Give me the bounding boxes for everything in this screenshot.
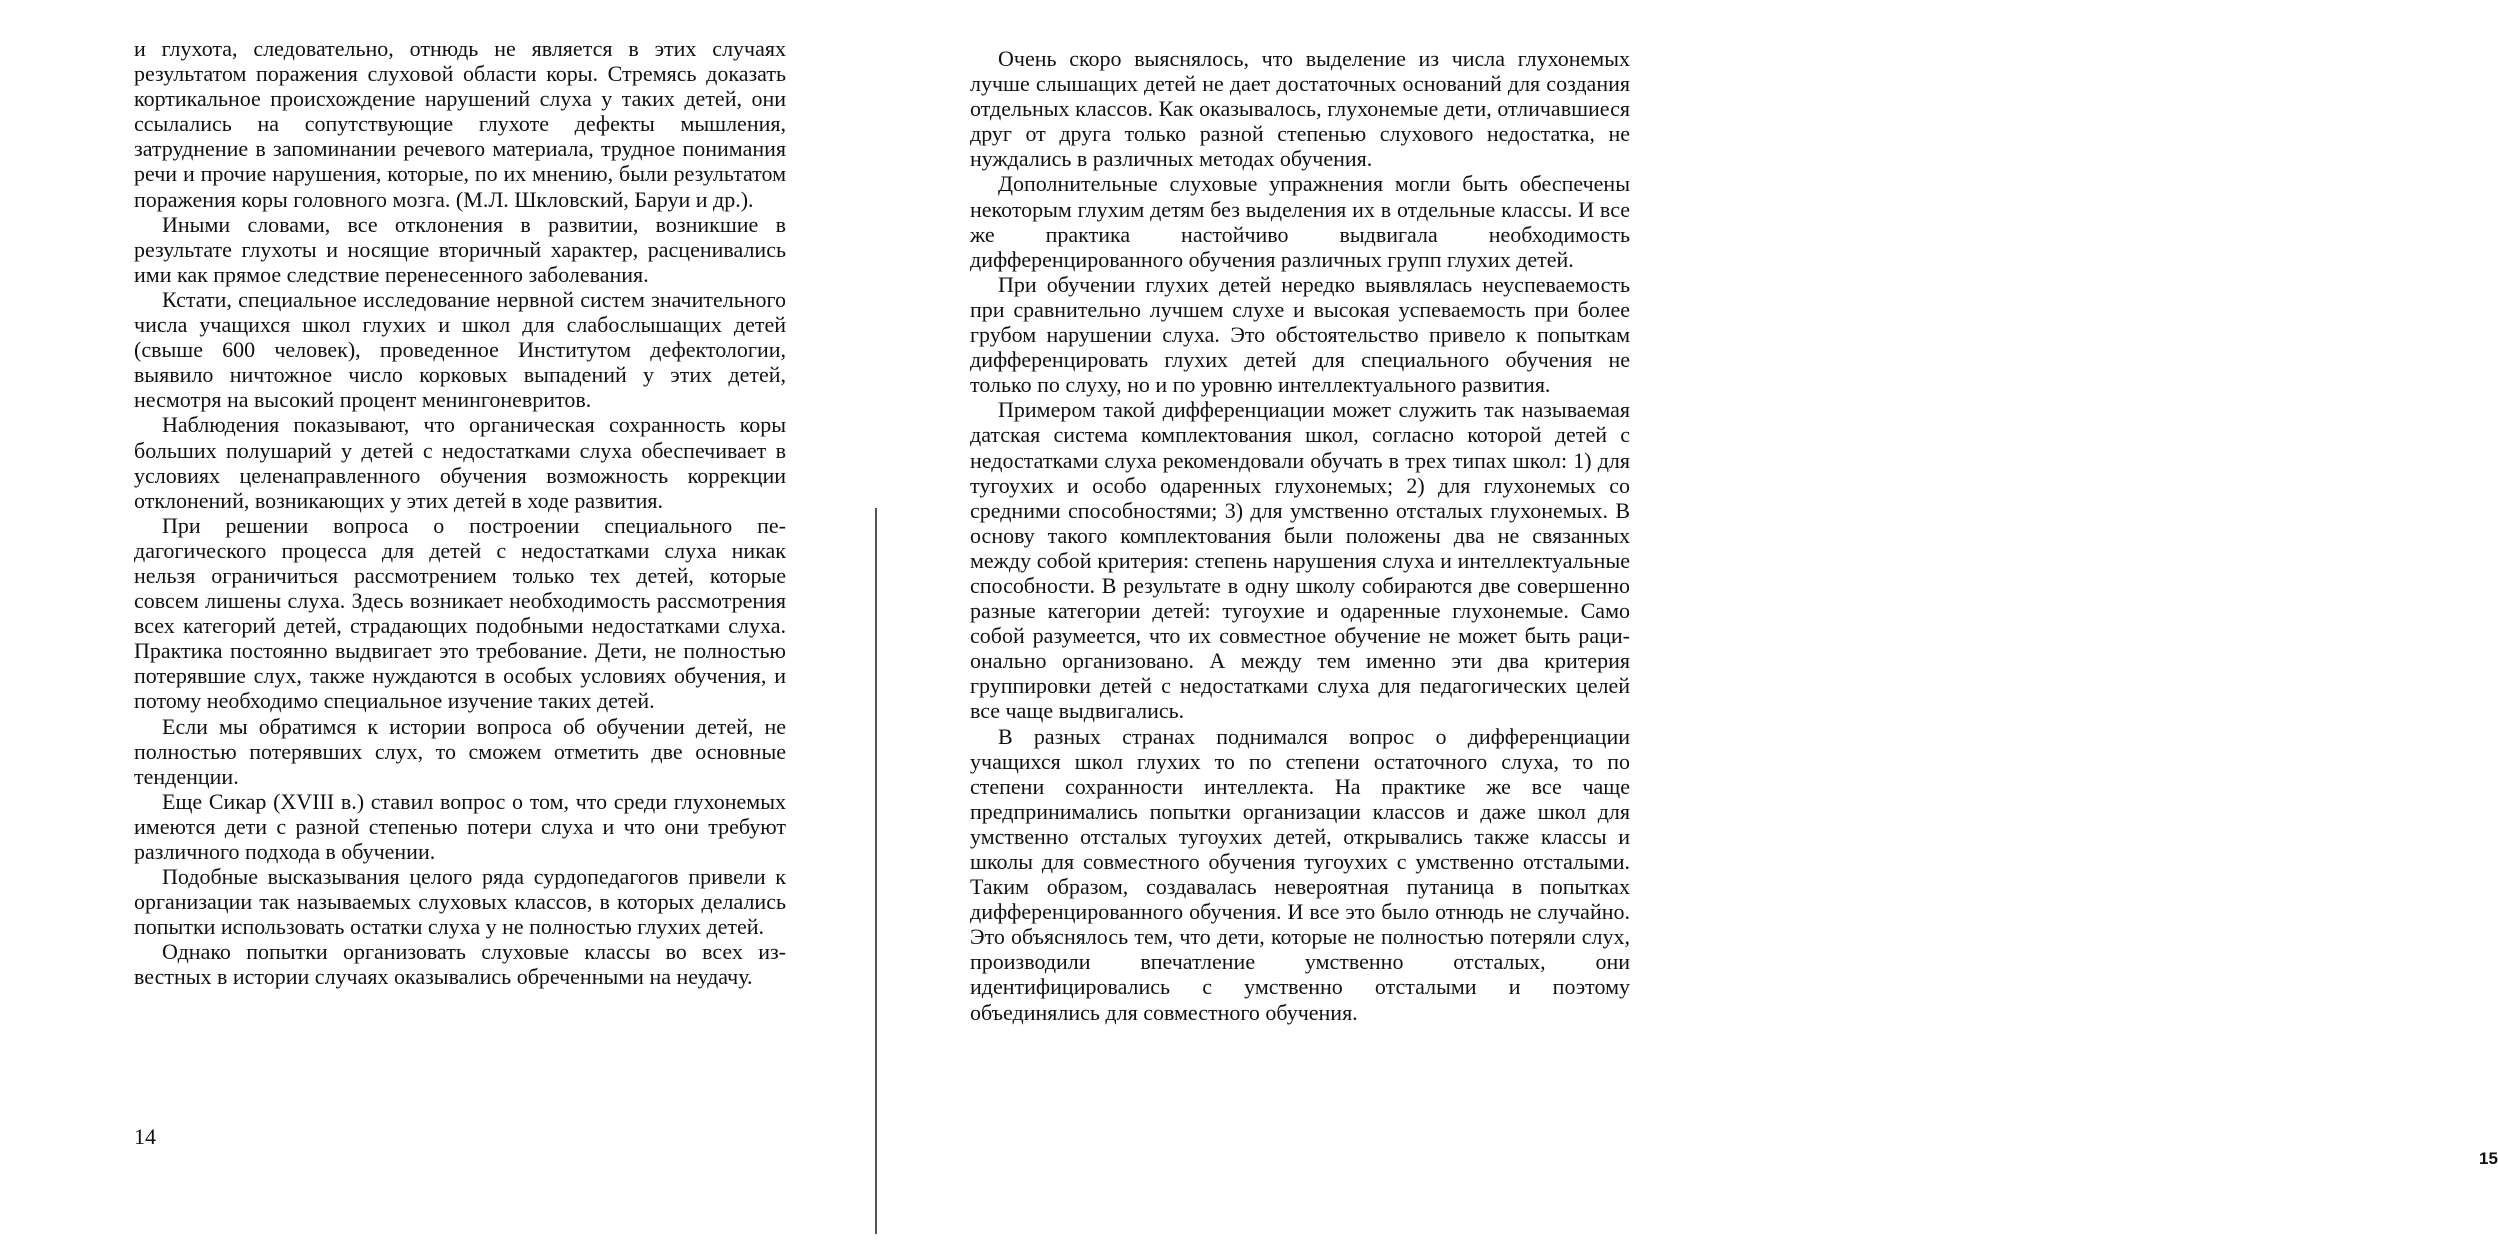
- paragraph: Очень скоро выяснялось, что выделение из числа глухонемых лучше слышащих детей не дает достаточных оснований для создания отдельных классов. Как оказывалось, глухонемые дети, отличавшиеся друг от друга только разной степенью слухового недостатка, не нуждались в различных методах обучения.: [970, 46, 1630, 172]
- paragraph: Иными словами, все отклонения в развитии, возникшие в результате глухоты и носящие вторичный характер, расценивались ими как прямое следствие перенесенного заболевания.: [134, 211, 786, 287]
- right-page: [877, 0, 2498, 1241]
- paragraph: Еще Сикар (XVIII в.) ставил вопрос о том, что среди глухонемых имеются дети с разной степенью потери слуха и что они требуют различного подхода в обучении.: [134, 788, 786, 864]
- left-page-text: [134, 36, 786, 990]
- page-number: 15: [2479, 1149, 2498, 1168]
- paragraph: и глухота, следовательно, отнюдь не является в этих случаях результатом поражения слуховой области коры. Стремясь доказать кортикальное происхождение нарушений слуха у таких детей, они ссылались на сопутствующие глухоте дефекты мышления, затруднение в запоминании речевого материала, трудное понимания речи и прочие нарушения, которые, по их мнению, были результатом поражения коры головного мозга. (М.Л. Шкловский, Баруи и др.).: [134, 36, 786, 212]
- paragraph: Если мы обратимся к истории вопроса об обучении детей, не полностью потерявших слух, то сможем отметить две основные тенденции.: [134, 713, 786, 789]
- left-page: [0, 0, 876, 1241]
- paragraph: В разных странах поднимался вопрос о дифференциации учащихся школ глухих то по степени остаточного слуха, то по степени сохранности интеллекта. На практике же все чаще предпринимались попытки организации классов и даже школ для умственно отсталых тугоухих детей, открывались также классы и школы для совместного обучения тугоухих с умственно отсталыми. Таким образом, создавалась невероятная путаница в попытках дифференцированного обучения. И все это было отнюдь не случайно. Это объяснялось тем, что дети, которые не полностью потеряли слух, производили впечатление умственно отсталых, они идентифицировались с умственно отсталыми и поэтому объединялись для совместного обучения.: [970, 723, 1630, 1025]
- right-page-text: [970, 46, 1630, 1025]
- paragraph: Подобные высказывания целого ряда сурдопедагогов привели к организации так называемых слуховых классов, в которых делались попытки использовать остатки слуха у не полностью глухих детей.: [134, 864, 786, 940]
- paragraph: При решении вопроса о построении специального педагогического процесса для детей с недостатками слуха никак нельзя ограничиться рассмотрением только тех детей, которые совсем лишены слуха. Здесь возникает необходимость рассмотрения всех категорий детей, страдающих подобными недостатками слуха. Практика постоянно выдвигает это требование. Дети, не полностью потерявшие слух, также нуждаются в особых условиях обучения, и потому необходимо специальное изучение таких детей.: [134, 512, 786, 714]
- paragraph: Дополнительные слуховые упражнения могли быть обеспечены некоторым глухим детям без выделения их в отдельные классы. И все же практика настойчиво выдвигала необходимость дифференцированного обучения различных групп глухих детей.: [970, 171, 1630, 272]
- paragraph: Однако попытки организовать слуховые классы во всех известных в истории случаях оказывались обреченными на неудачу.: [134, 939, 786, 990]
- paragraph: Кстати, специальное исследование нервной систем значительного числа учащихся школ глухих и школ для слабослышащих детей (свыше 600 человек), проведенное Институтом дефектологии, выявило ничтожное число корковых выпадений у этих детей, несмотря на высокий процент менингоневритов.: [134, 286, 786, 413]
- paragraph: Наблюдения показывают, что органическая сохранность коры больших полушарий у детей с недостатками слуха обеспечивает в условиях целенаправленного обучения возможность коррекции отклонений, возникающих у этих детей в ходе развития.: [134, 412, 786, 513]
- paragraph: Примером такой дифференциации может служить так называемая датская система комплектования школ, согласно которой детей с недостатками слуха рекомендовали обучать в трех типах школ: 1) для тугоухих и особо одаренных глухонемых; 2) для глухонемых со средними способностями; 3) для умственно отсталых глухонемых. В основу такого комплектования были положены два не связанных между собой критерия: степень нарушения слуха и интеллектуальные способности. В результате в одну школу собираются две совершенно разные категории детей: тугоухие и одаренные глухонемые. Само собой разумеется, что их совместное обучение не может быть рационально организовано. А между тем именно эти два критерия группировки детей с недостатками слуха для педагогических целей все чаще выдвигались.: [970, 397, 1630, 724]
- page-number: 14: [134, 1124, 156, 1149]
- paragraph: При обучении глухих детей нередко выявлялась неуспеваемость при сравнительно лучшем слухе и высокая успеваемость при более грубом нарушении слуха. Это обстоятельство привело к попыткам дифференцировать глухих детей для специального обучения не только по слуху, но и по уровню интеллектуального развития.: [970, 271, 1630, 398]
